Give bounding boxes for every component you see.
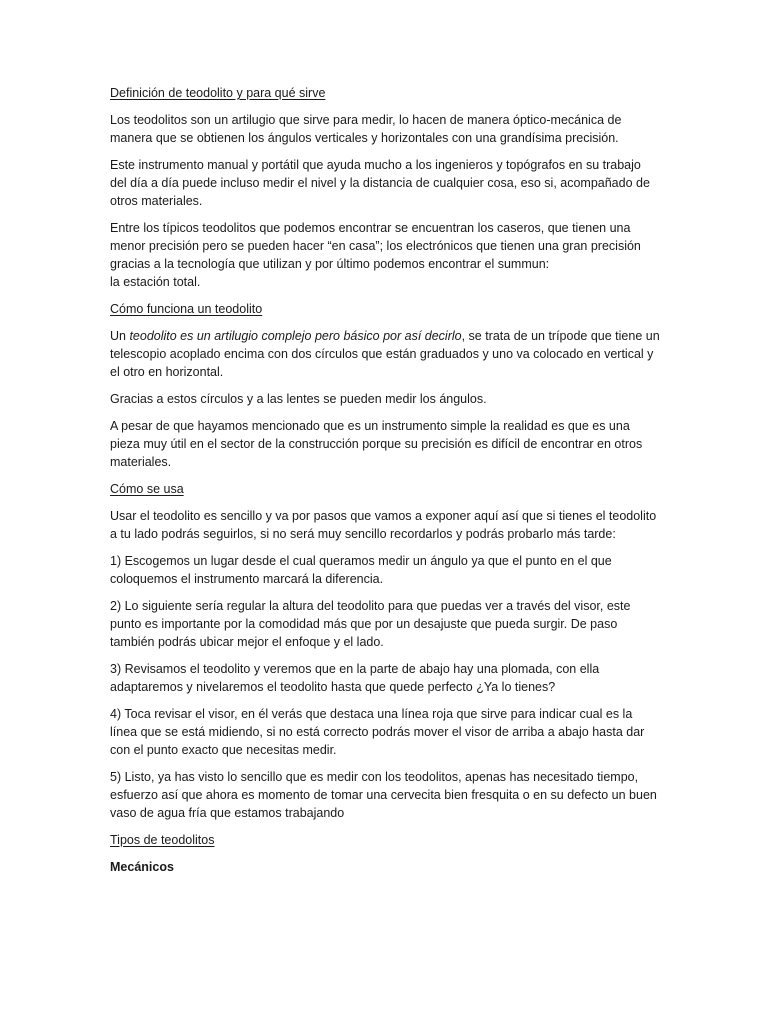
paragraph <box>110 219 660 291</box>
section-heading-como-se-usa: Cómo se usa <box>110 482 184 496</box>
italic-text: teodolito es un artilugio complejo pero básico por así decirlo <box>129 329 462 343</box>
list-item: 1) Escogemos un lugar desde el cual queramos medir un ángulo ya que el punto en el que coloquemos el instrumento marcará la diferencia. <box>110 554 612 586</box>
document-page <box>110 84 660 876</box>
paragraph: Usar el teodolito es sencillo y va por pasos que vamos a exponer aquí así que si tienes el teodolito a tu lado podrás seguirlos, si no será muy sencillo recordarlos y podrás probarlo más tarde: <box>110 509 657 541</box>
paragraph <box>110 327 660 381</box>
section-heading-definicion: Definición de teodolito y para qué sirve <box>110 86 326 100</box>
section-heading-como-funciona: Cómo funciona un teodolito <box>110 302 263 316</box>
paragraph-text: Un <box>110 329 130 343</box>
paragraph-text-line: la estación total. <box>110 275 201 289</box>
paragraph: Gracias a estos círculos y a las lentes se pueden medir los ángulos. <box>110 392 487 406</box>
paragraph: Los teodolitos son un artilugio que sirve para medir, lo hacen de manera óptico-mecánica de manera que se obtienen los ángulos verticales y horizontales con una grandísima precisión. <box>110 113 622 145</box>
list-item: 3) Revisamos el teodolito y veremos que en la parte de abajo hay una plomada, con ella adaptaremos y nivelaremos el teodolito hasta que quede perfecto ¿Ya lo tienes? <box>110 662 600 694</box>
list-item: 4) Toca revisar el visor, en él verás que destaca una línea roja que sirve para indicar cual es la línea que se está midiendo, si no está correcto podrás mover el visor de arriba a abajo hasta dar con el punto exacto que necesitas medir. <box>110 707 645 757</box>
subheading-mecanicos: Mecánicos <box>110 860 174 874</box>
list-item: 2) Lo siguiente sería regular la altura del teodolito para que puedas ver a través del visor, este punto es importante por la comodidad más que por un desajuste que pueda surgir. De paso también podrás ubicar mejor el enfoque y el lado. <box>110 599 631 649</box>
paragraph-text: , se trata de un trípode que tiene un telescopio acoplado encima con dos círculos que están graduados y uno va colocado en vertical y el otro en horizontal. <box>110 329 660 379</box>
paragraph: Este instrumento manual y portátil que ayuda mucho a los ingenieros y topógrafos en su trabajo del día a día puede incluso medir el nivel y la distancia de cualquier cosa, eso si, acompañado de otros materiales. <box>110 158 650 208</box>
section-heading-tipos: Tipos de teodolitos <box>110 833 215 847</box>
paragraph: A pesar de que hayamos mencionado que es un instrumento simple la realidad es que es una pieza muy útil en el sector de la construcción porque su precisión es difícil de encontrar en otros materiales. <box>110 419 643 469</box>
paragraph-text: Entre los típicos teodolitos que podemos encontrar se encuentran los caseros, que tienen una menor precisión pero se pueden hacer “en casa”; los electrónicos que tienen una gran precisión gracias a la tecnología que utilizan y por último podemos encontrar el summun: <box>110 221 641 271</box>
list-item: 5) Listo, ya has visto lo sencillo que es medir con los teodolitos, apenas has necesitado tiempo, esfuerzo así que ahora es momento de tomar una cervecita bien fresquita o en su defecto un buen vaso de agua fría que estamos trabajando <box>110 770 657 820</box>
